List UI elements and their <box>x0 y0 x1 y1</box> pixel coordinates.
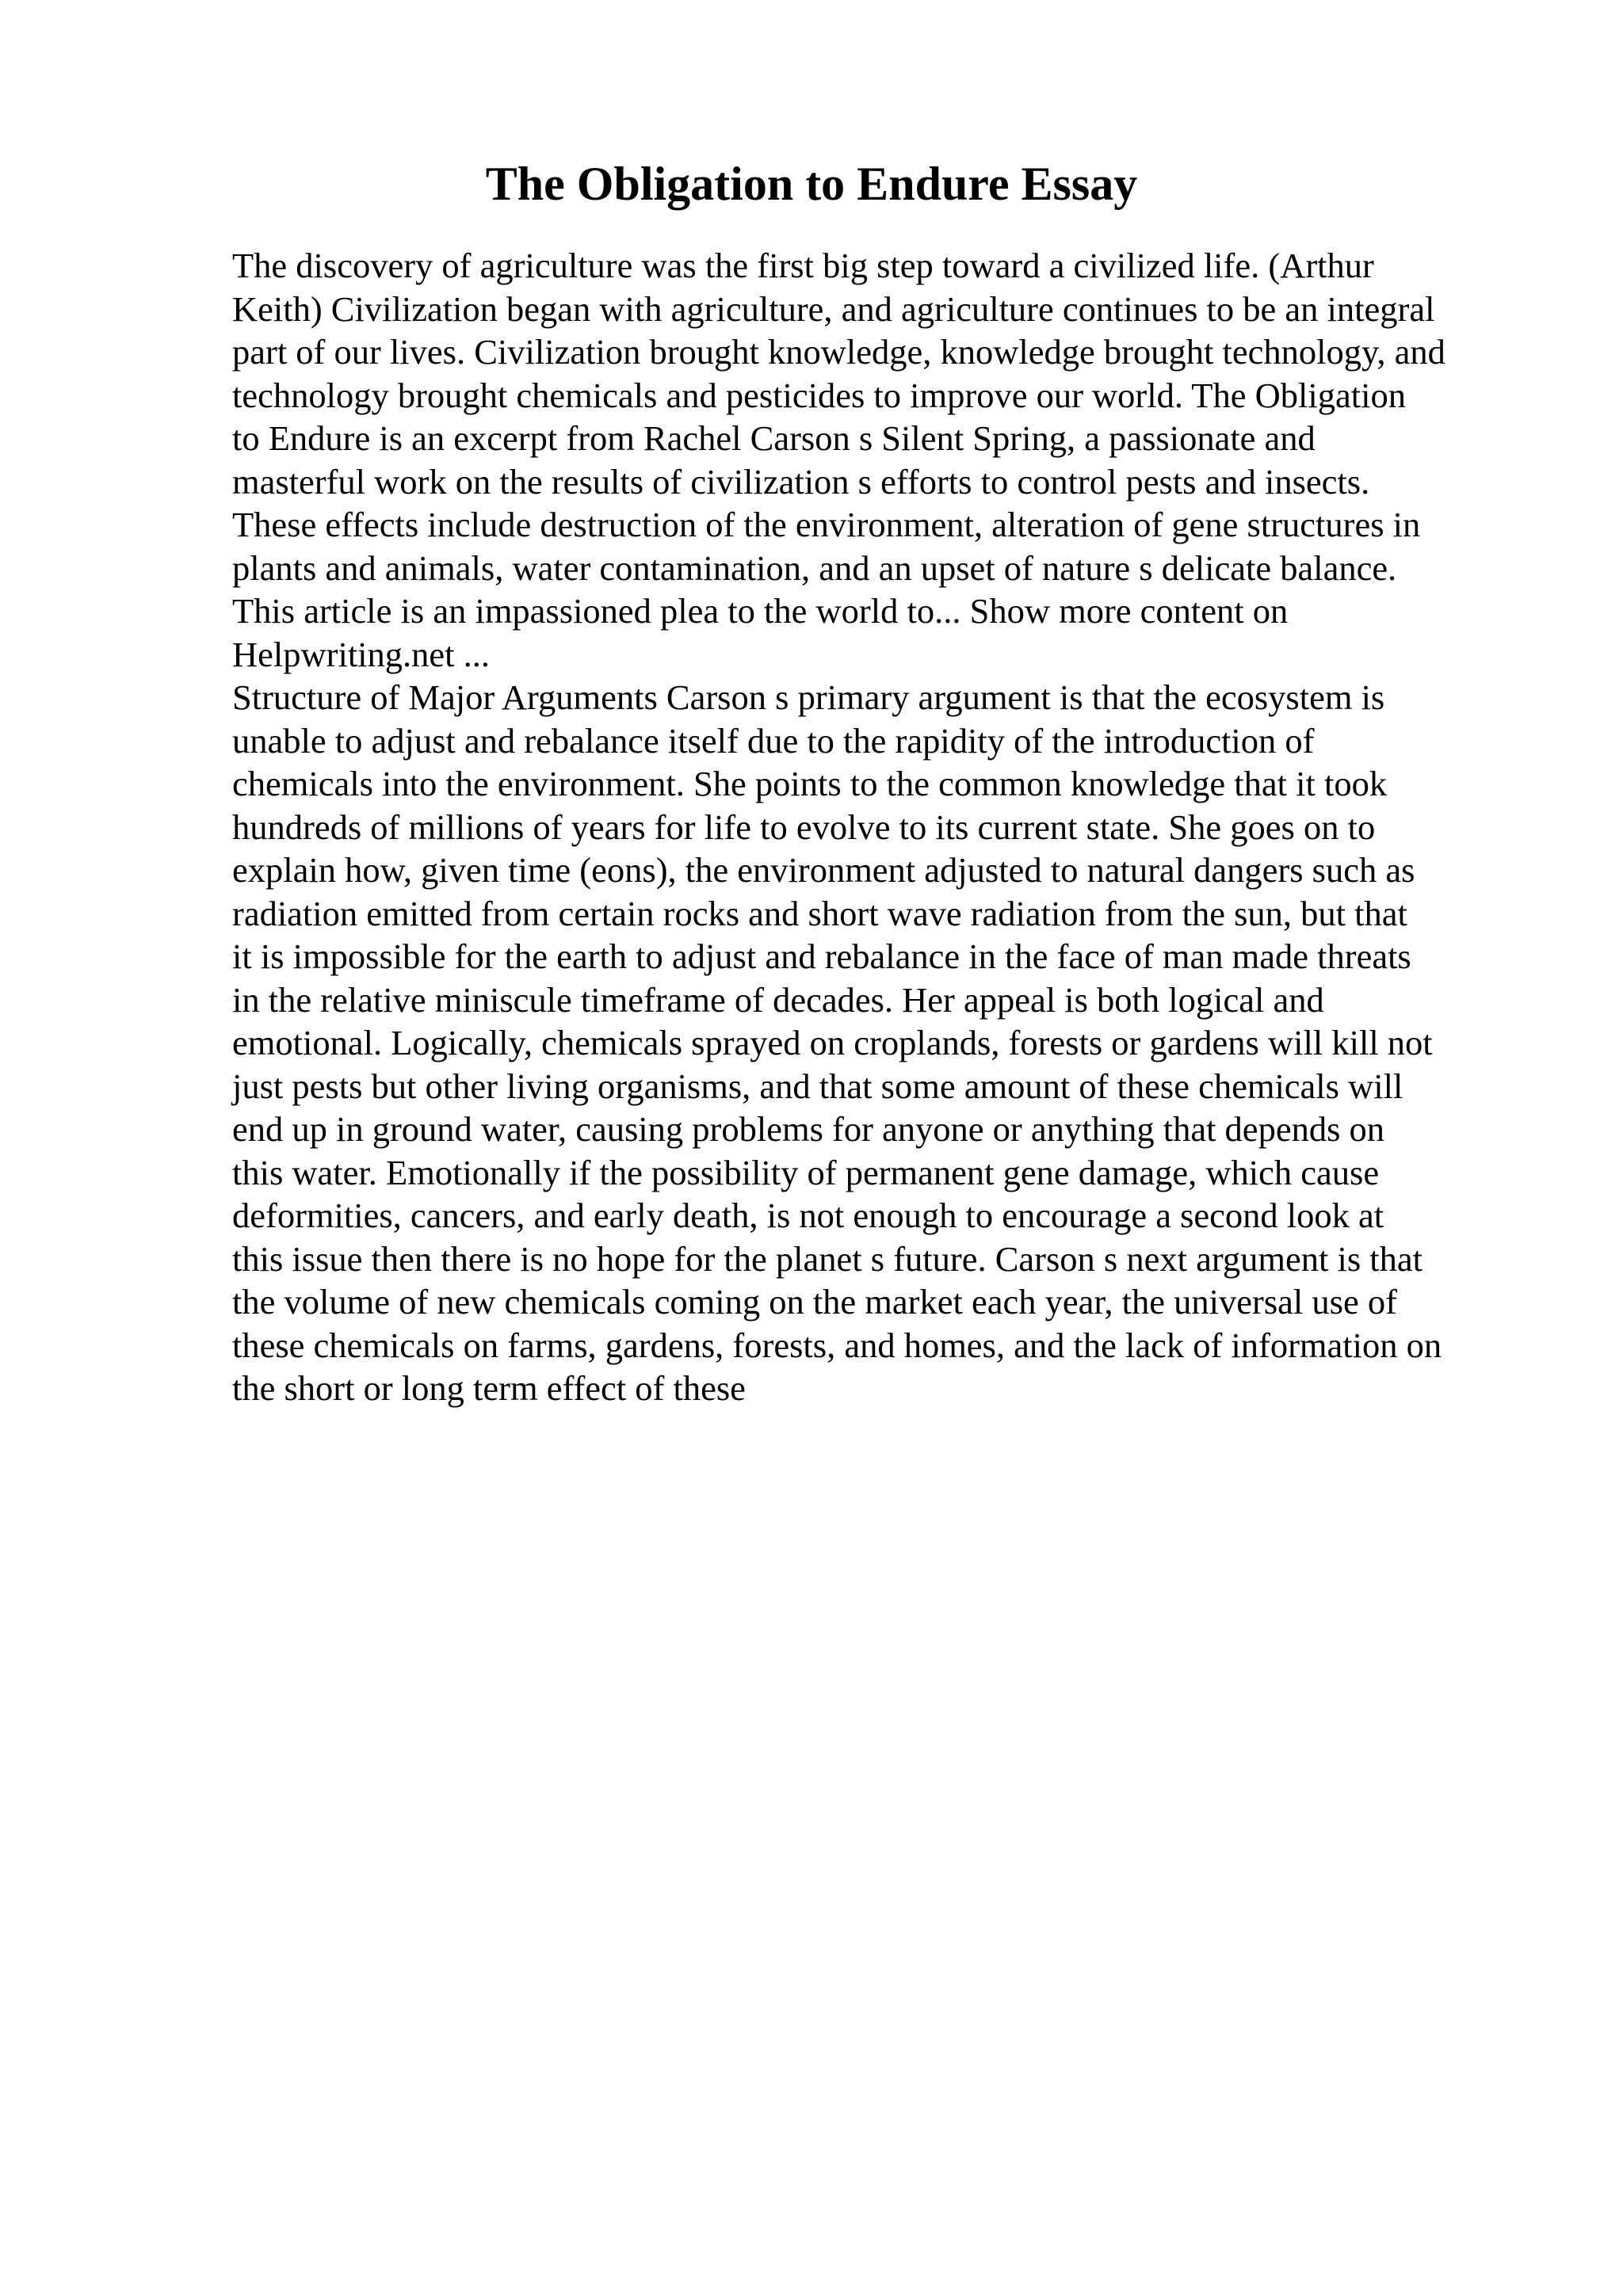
text-line: this issue then there is no hope for the planet s future. Carson s next argument is that <box>232 1238 1423 1279</box>
document-title: The Obligation to Endure Essay <box>485 158 1138 210</box>
text-line: this water. Emotionally if the possibility of permanent gene damage, which cause <box>232 1152 1380 1192</box>
text-line: technology brought chemicals and pesticides to improve our world. The Obligation <box>232 375 1406 415</box>
text-line: hundreds of millions of years for life to evolve to its current state. She goes on to <box>232 807 1376 847</box>
text-line: radiation emitted from certain rocks and short wave radiation from the sun, but that <box>232 893 1407 933</box>
text-line: chemicals into the environment. She points to the common knowledge that it took <box>232 764 1388 803</box>
text-line: plants and animals, water contamination, and an upset of nature s delicate balance. <box>232 547 1397 588</box>
text-line: unable to adjust and rebalance itself due to the rapidity of the introduction of <box>232 720 1315 761</box>
text-line: explain how, given time (eons), the environment adjusted to natural dangers such as <box>232 850 1415 890</box>
text-line: These effects include destruction of the environment, alteration of gene structures in <box>232 505 1421 544</box>
text-line: Structure of Major Arguments Carson s primary argument is that the ecosystem is <box>232 677 1385 717</box>
text-line: Helpwriting.net ... <box>232 634 491 674</box>
text-line: the volume of new chemicals coming on the market each year, the universal use of <box>232 1282 1397 1322</box>
text-line: emotional. Logically, chemicals sprayed on croplands, forests or gardens will kill not <box>232 1023 1433 1062</box>
text-line: the short or long term effect of these <box>232 1368 746 1408</box>
text-line: The discovery of agriculture was the first big step toward a civilized life. (Arthur <box>232 246 1374 285</box>
text-line: part of our lives. Civilization brought knowledge, knowledge brought technology, and <box>232 332 1445 372</box>
text-line: in the relative miniscule timeframe of decades. Her appeal is both logical and <box>232 979 1324 1020</box>
text-line: deformities, cancers, and early death, is not enough to encourage a second look at <box>232 1196 1384 1235</box>
text-line: end up in ground water, causing problems for anyone or anything that depends on <box>232 1109 1385 1149</box>
text-line: these chemicals on farms, gardens, forests, and homes, and the lack of information on <box>232 1325 1442 1365</box>
text-line: Keith) Civilization began with agriculture, and agriculture continues to be an integral <box>232 288 1435 329</box>
text-line: it is impossible for the earth to adjust and rebalance in the face of man made threats <box>232 936 1411 976</box>
text-line: masterful work on the results of civilization s efforts to control pests and insects. <box>232 461 1370 502</box>
document-body <box>232 244 1516 1410</box>
text-line: just pests but other living organisms, and that some amount of these chemicals will <box>232 1066 1403 1106</box>
text-line: This article is an impassioned plea to the world to... Show more content on <box>232 591 1289 631</box>
text-line: to Endure is an excerpt from Rachel Carson s Silent Spring, a passionate and <box>232 418 1316 458</box>
